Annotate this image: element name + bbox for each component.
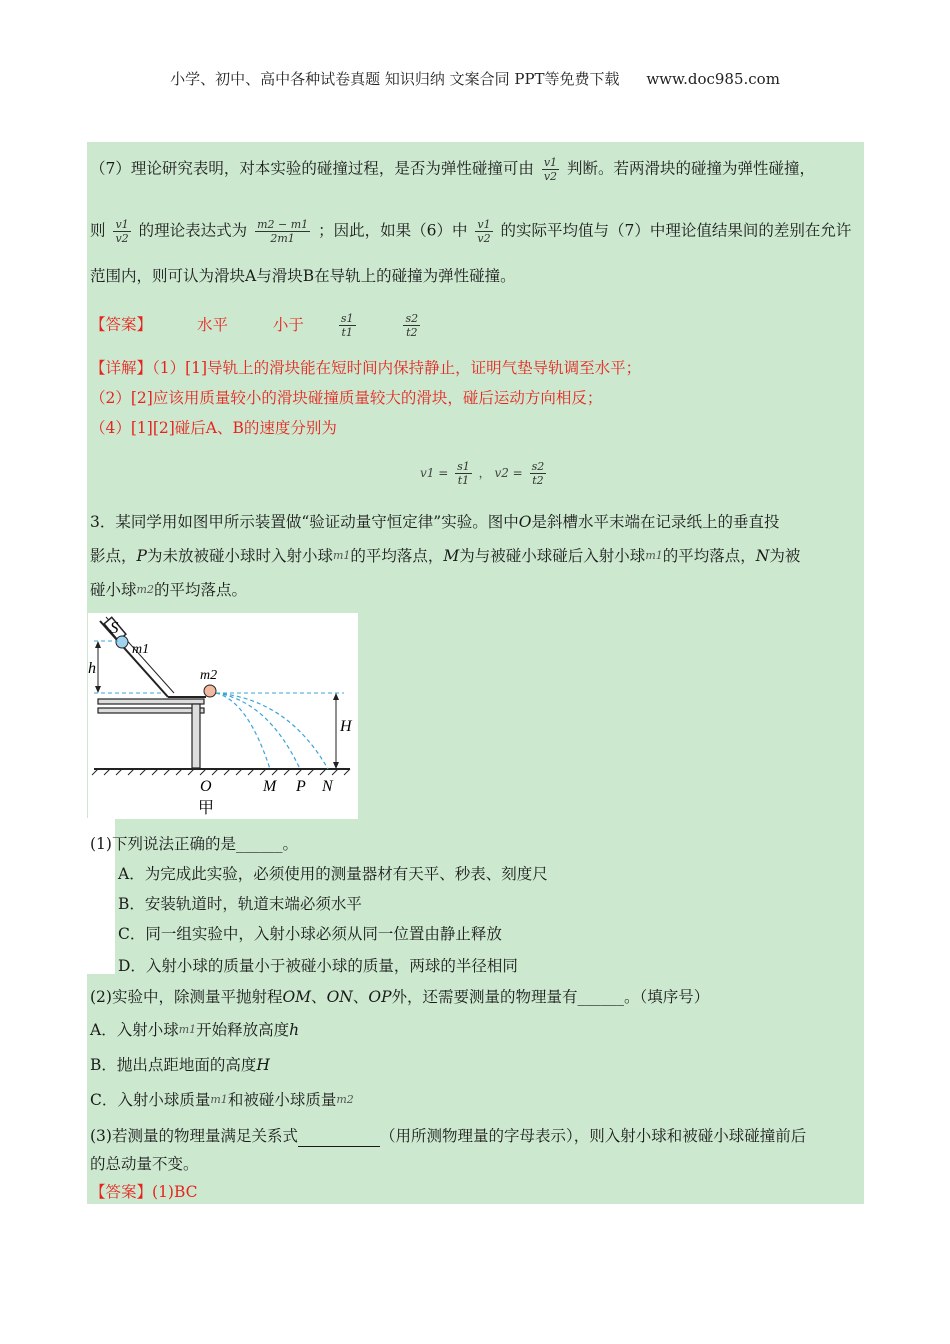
sub2-option-c <box>90 1090 354 1110</box>
frac-den: 2m1 <box>255 231 310 245</box>
experiment-figure <box>88 613 358 819</box>
q3-text-c: 影点， <box>90 547 137 565</box>
q3-N: N <box>755 547 770 565</box>
q3-O: O <box>518 513 532 531</box>
sub2-option-a <box>90 1020 299 1040</box>
experiment-diagram <box>88 613 358 819</box>
sub1-option-c: C．同一组实验中，入射小球必须从同一位置由静止释放 <box>118 925 502 943</box>
frac-num: s1 <box>457 460 470 473</box>
page-header <box>0 68 950 89</box>
frac-expression <box>255 218 310 245</box>
q3-text-e: 的平均落点， <box>350 547 444 565</box>
sub2-OP: OP <box>368 988 392 1006</box>
p7-text-f: 的实际平均值与（7）中理论值结果间的差别在允许 <box>500 221 852 240</box>
frac-v1-v2-c <box>475 218 492 245</box>
p7-text-d: 的理论表达式为 <box>138 221 248 240</box>
frac-den: t2 <box>403 325 420 339</box>
label-N: N <box>322 778 333 795</box>
ball-m1 <box>116 636 128 648</box>
label-h: h <box>88 660 96 677</box>
comma: ， <box>478 466 491 480</box>
label-P: P <box>296 778 306 795</box>
label-O: O <box>200 778 212 795</box>
answer1-line <box>90 312 423 339</box>
trajectory-N <box>216 693 328 769</box>
header-site[interactable]: www.doc985.com <box>646 70 780 88</box>
frac-s2-t2 <box>530 460 547 487</box>
label-H: H <box>340 718 352 735</box>
p7-line3: 范围内，则可认为滑块A与滑块B在导轨上的碰撞为弹性碰撞。 <box>90 267 516 285</box>
detail-line1: 【详解】（1）[1]导轨上的滑块能在短时间内保持静止，证明气垫导轨调至水平； <box>90 359 642 377</box>
answer-blank <box>298 1126 380 1147</box>
frac-s1-t1 <box>455 460 472 487</box>
answer-tag: 【答案】 <box>90 1183 153 1201</box>
frac-den: v2 <box>543 170 558 183</box>
sub2-ON: ON <box>326 988 353 1006</box>
h-arrow-head-up <box>95 641 101 648</box>
H-arrow-head-down <box>333 762 339 769</box>
sub2-a-m1: m1 <box>178 1023 197 1036</box>
velocity-formulas <box>420 460 549 487</box>
detail-line2: （2）[2]应该用质量较小的滑块碰撞质量较大的滑块，碰后运动方向相反； <box>90 389 603 407</box>
frac-num: s2 <box>405 312 419 325</box>
sub2-text-a: (2)实验中，除测量平抛射程 <box>90 988 283 1006</box>
sub3-line2: 的总动量不变。 <box>90 1155 199 1173</box>
frac-v1-v2 <box>542 156 559 183</box>
sub2-c-text: C．入射小球质量 <box>90 1091 211 1109</box>
sub2-c-text-b: 和被碰小球质量 <box>227 1091 337 1109</box>
frac-num: s2 <box>531 460 545 473</box>
sub2-c-m2: m2 <box>336 1093 354 1106</box>
frac-den: t1 <box>339 325 356 339</box>
q3-line1 <box>90 512 779 532</box>
q3-line3 <box>90 580 247 600</box>
h-arrow-head-down <box>95 686 101 693</box>
label-m2: m2 <box>200 668 218 683</box>
p7-text-e: ；因此，如果（6）中 <box>318 221 468 240</box>
q3-m2: m2 <box>136 583 154 596</box>
sub2-c-m1: m1 <box>210 1093 228 1106</box>
sub3-text-b: （用所测物理量的字母表示），则入射小球和被碰小球碰撞前后 <box>379 1127 807 1145</box>
sub2-a-text: A．入射小球 <box>90 1021 179 1039</box>
p7-text-c: 则 <box>90 221 106 240</box>
frac-den: t1 <box>455 473 472 487</box>
p7-line1 <box>90 156 815 183</box>
figure-caption: 甲 <box>198 798 215 817</box>
sub3-line1 <box>90 1126 806 1147</box>
frac-num: v1 <box>543 156 558 169</box>
sub1-option-a: A．为完成此实验，必须使用的测量器材有天平、秒表、刻度尺 <box>118 865 548 883</box>
q3-text-d: 为未放被碰小球时入射小球 <box>146 547 333 565</box>
sub2-a-h: h <box>289 1021 300 1039</box>
frac-den: v2 <box>115 232 129 245</box>
H-arrow-head-up <box>333 693 339 700</box>
p7-text-b: 判断。若两滑块的碰撞为弹性碰撞， <box>566 159 815 178</box>
frac-num: v1 <box>477 218 491 231</box>
frac-num: s1 <box>340 312 354 325</box>
frac-num: v1 <box>115 218 129 231</box>
ball-m2 <box>204 685 216 697</box>
q3-text-a: 3．某同学用如图甲所示装置做“验证动量守恒定律”实验。图中 <box>90 513 519 531</box>
sub2-sep-1: 、 <box>311 988 327 1006</box>
q3-P: P <box>136 547 147 565</box>
q3-text-b: 是斜槽水平末端在记录纸上的垂直投 <box>531 513 780 531</box>
header-text: 小学、初中、高中各种试卷真题 知识归纳 文案合同 PPT等免费下载 <box>170 70 620 88</box>
label-S: S <box>110 618 119 637</box>
sub2-text-b: 外，还需要测量的物理量有______。（填序号） <box>391 988 710 1006</box>
table-leg <box>192 704 200 768</box>
answer1-value-2: 小于 <box>272 315 304 334</box>
answer2-value: (1)BC <box>152 1183 198 1201</box>
frac-den: v2 <box>477 232 491 245</box>
sub2-b-H: H <box>256 1056 270 1074</box>
sub2-option-b <box>90 1055 270 1075</box>
frac-v1-v2-b <box>113 218 130 245</box>
sub2-b-text: B．抛出点距地面的高度 <box>90 1056 257 1074</box>
q3-m1: m1 <box>332 549 351 562</box>
sub1-option-b: B．安装轨道时，轨道末端必须水平 <box>118 895 362 913</box>
answer1-value-1: 水平 <box>196 315 228 334</box>
p7-line2 <box>90 218 851 245</box>
q3-line2 <box>90 546 800 566</box>
sub2-stem <box>90 987 709 1007</box>
sub1-option-d: D．入射小球的质量小于被碰小球的质量，两球的半径相同 <box>118 957 518 975</box>
q3-text-h: 为被 <box>769 547 801 565</box>
frac-num: m2 − m1 <box>257 218 309 231</box>
sub3-text-a: (3)若测量的物理量满足关系式 <box>90 1127 298 1145</box>
detail-line3: （4）[1][2]碰后A、B的速度分别为 <box>90 419 337 437</box>
sub2-a-text-b: 开始释放高度 <box>196 1021 290 1039</box>
v2-label: v2 = <box>494 466 523 480</box>
q3-text-f: 为与被碰小球碰后入射小球 <box>459 547 646 565</box>
label-M: M <box>263 778 277 795</box>
table-top <box>98 699 204 704</box>
answer1-frac-s2-t2 <box>403 312 420 339</box>
sub2-sep-2: 、 <box>352 988 369 1006</box>
label-m1: m1 <box>132 642 150 657</box>
trajectory-P <box>216 693 300 769</box>
q3-text-g: 的平均落点， <box>662 547 756 565</box>
answer1-frac-s1-t1 <box>339 312 356 339</box>
q3-text-j: 的平均落点。 <box>153 581 247 599</box>
table-top-2 <box>98 708 204 713</box>
q3-text-i: 碰小球 <box>90 581 137 599</box>
q3-M: M <box>443 547 460 565</box>
answer-tag: 【答案】 <box>90 315 153 334</box>
q3-m1-b: m1 <box>645 549 663 562</box>
answer2-line <box>90 1182 198 1202</box>
v1-label: v1 = <box>420 466 449 480</box>
sub2-OM: OM <box>282 988 312 1006</box>
p7-text-a: （7）理论研究表明，对本实验的碰撞过程，是否为弹性碰撞可由 <box>90 159 534 178</box>
frac-den: t2 <box>530 473 547 487</box>
sub1-stem: (1)下列说法正确的是______。 <box>90 835 298 853</box>
trajectory-M <box>216 693 270 769</box>
